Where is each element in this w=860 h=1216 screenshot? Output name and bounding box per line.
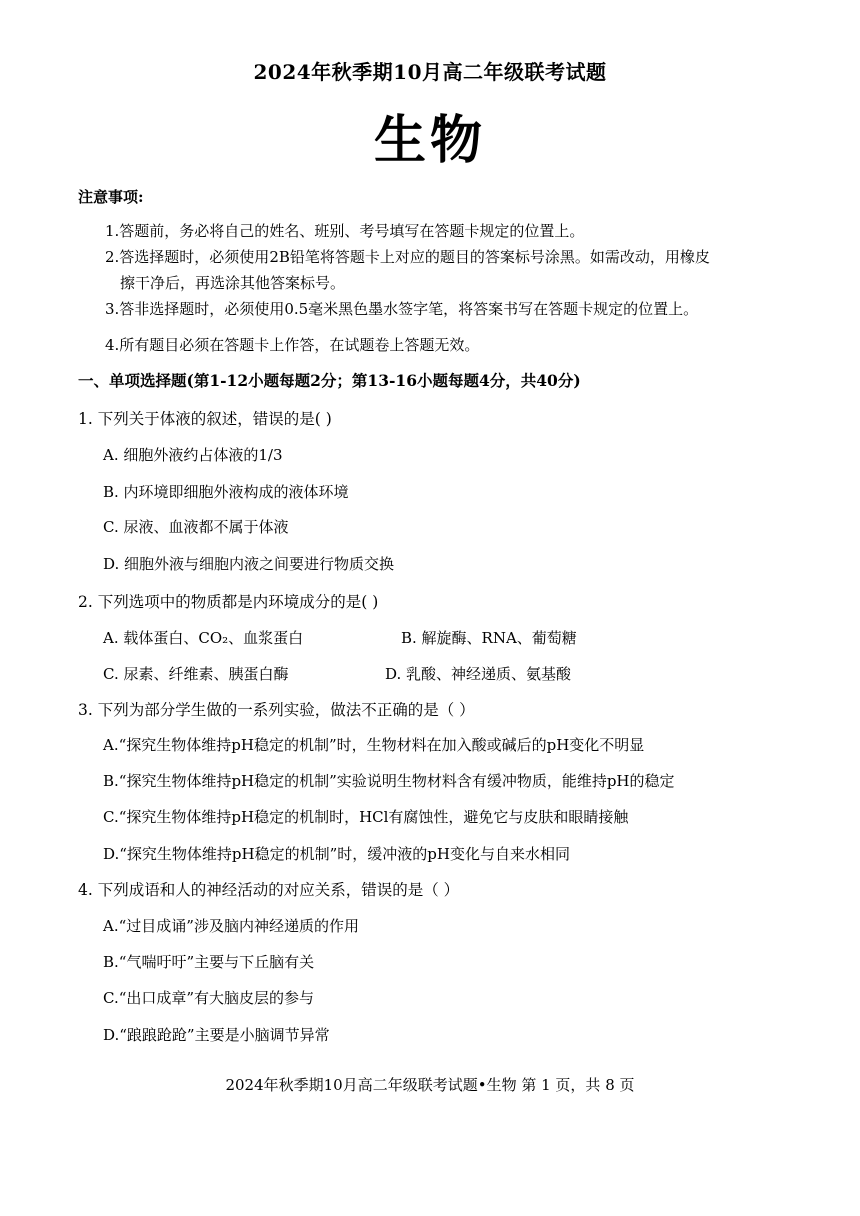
question-3-option-d: D.“探究生物体维持pH稳定的机制”时，缓冲液的pH变化与自来水相同 [103, 845, 570, 863]
exam-title: 2024年秋季期10月高二年级联考试题 [253, 60, 607, 84]
question-1-option-d: D. 细胞外液与细胞内液之间要进行物质交换 [103, 555, 395, 573]
notice-item-2-continued: 擦干净后，再选涂其他答案标号。 [120, 274, 346, 292]
question-3-option-c: C.“探究生物体维持pH稳定的机制时，HCl有腐蚀性，避免它与皮肤和眼睛接触 [103, 808, 629, 826]
question-2-option-a: A. 载体蛋白、CO₂、血浆蛋白 [103, 629, 304, 647]
question-3-option-a: A.“探究生物体维持pH稳定的机制”时，生物材料在加入酸或碱后的pH变化不明显 [103, 736, 645, 754]
question-4-option-a: A.“过目成诵”涉及脑内神经递质的作用 [103, 917, 359, 935]
page-footer: 2024年秋季期10月高二年级联考试题•生物 第 1 页，共 8 页 [225, 1076, 635, 1094]
question-4-stem: 4. 下列成语和人的神经活动的对应关系，错误的是（ ） [78, 881, 460, 899]
question-2-option-d: D. 乳酸、神经递质、氨基酸 [385, 665, 572, 683]
question-1-stem: 1. 下列关于体液的叙述，错误的是( ) [78, 410, 332, 428]
notice-item-4: 4.所有题目必须在答题卡上作答，在试题卷上答题无效。 [105, 336, 480, 354]
question-1-option-c: C. 尿液、血液都不属于体液 [103, 518, 289, 536]
section-heading: 一、单项选择题(第1-12小题每题2分；第13-16小题每题4分，共40分) [78, 371, 581, 390]
question-3-stem: 3. 下列为部分学生做的一系列实验，做法不正确的是（ ） [78, 701, 475, 719]
question-2-option-b: B. 解旋酶、RNA、葡萄糖 [401, 629, 577, 647]
question-4-option-c: C.“出口成章”有大脑皮层的参与 [103, 989, 315, 1007]
question-1-option-b: B. 内环境即细胞外液构成的液体环境 [103, 483, 349, 501]
notice-item-2: 2.答选择题时，必须使用2B铅笔将答题卡上对应的题目的答案标号涂黑。如需改动，用橡皮 [105, 248, 710, 266]
notice-item-3: 3.答非选择题时，必须使用0.5毫米黑色墨水签字笔，将答案书写在答题卡规定的位置上。 [105, 300, 699, 318]
subject-title: 生物 [373, 111, 486, 171]
question-3-option-b: B.“探究生物体维持pH稳定的机制”实验说明生物材料含有缓冲物质，能维持pH的稳定 [103, 772, 675, 790]
question-2-stem: 2. 下列选项中的物质都是内环境成分的是( ) [78, 593, 379, 611]
question-2-option-c: C. 尿素、纤维素、胰蛋白酶 [103, 665, 289, 683]
question-4-option-b: B.“气喘吁吁”主要与下丘脑有关 [103, 953, 315, 971]
question-1-option-a: A. 细胞外液约占体液的1/3 [103, 446, 283, 464]
notice-item-1: 1.答题前，务必将自己的姓名、班别、考号填写在答题卡规定的位置上。 [105, 222, 585, 240]
notice-heading: 注意事项: [78, 188, 144, 206]
question-4-option-d: D.“踉踉跄跄”主要是小脑调节异常 [103, 1026, 330, 1044]
